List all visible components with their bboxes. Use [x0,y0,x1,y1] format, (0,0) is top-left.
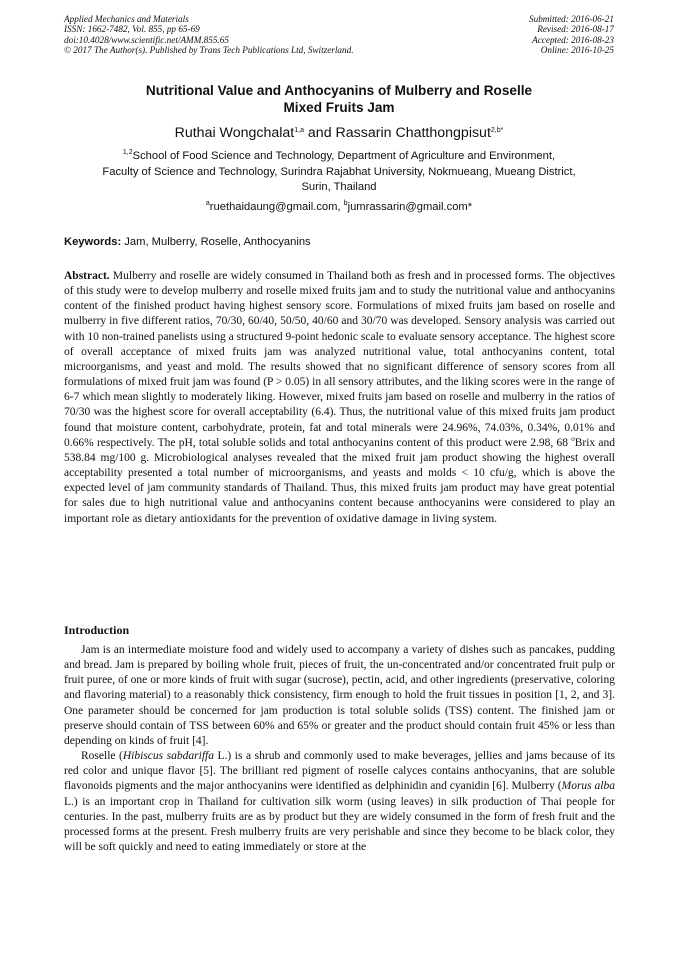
title-line-1: Nutritional Value and Anthocyanins of Mulberry and Roselle [145,83,533,98]
email-b: jumrassarin@gmail.com* [347,201,473,213]
paper-title [60,82,618,116]
abstract [64,269,615,527]
author-1-affiliation-marker: 1,a [294,127,304,134]
copyright-line: © 2017 The Author(s). Published by Trans Tech Publications Ltd, Switzerland. [64,45,354,56]
journal-header-right [529,14,614,56]
intro-paragraph-1: Jam is an intermediate moisture food and widely used to accompany a variety of dishes such as pancakes, pudding and bread. Jam is prepared by boiling whole fruit, pieces of fruit, the un-concentrated and/or concentrated fruit pulp or fruit puree, of one or more kinds of fruit with sugar (sucrose), pectin, acid, and other ingredients (preservative, coloring and flavoring material) to a reasonably thick consistency, firm enough to hold the fruit tissues in position [1, 2, and 3]. One parameter should be concerned for jam production is total soluble solids (TSS) content. The finished jam or preserve should contain of TSS between 60% and 65% or greater and the product should contain fruit 45% or less than depending on kinds of fruit [4]. [64,644,615,747]
introduction-body [64,643,615,855]
journal-name: Applied Mechanics and Materials [64,14,189,24]
species-morus: Morus alba [561,780,616,793]
abstract-text-part-1: Mulberry and roselle are widely consumed in Thailand both as fresh and in processed forms. The objectives of this study were to develop mulberry and roselle mixed fruits jam and to study the nutritional value and anthocyanins content of the finished product having highest sensory score. Formulations of mixed fruits jam based on roselle and mulberry in five different ratios, 70/30, 60/40, 50/50, 40/60 and 30/70 was developed. Sensory analysis was carried out with 10 non-trained panelists using a structured 9-point hedonic scale to evaluate sensory acceptance. The highest score of overall acceptance of mixed fruits jam was analyzed nutritional value, total anthocyanins content, total microorganisms, and yeast and mold. The results showed that no significant difference of sensory scores from all formulations of mixed fruit jam was found (P > 0.05) in all sensory attributes, and the liking scores were in the range of 6-7 which mean slightly to moderately liking. However, mixed fruits jam based on roselle and mulberry in the ratios of 70/30 was the highest score for overall acceptability (6.4). Thus, the nutritional value of this mixed fruits jam product found that moisture content, carbohydrate, protein, fat and total minerals were 24.96%, 74.03%, 0.34%, 0.01% and 0.66% respectively. The pH, total soluble solids and total anthocyanins content of this product were 2.98, 68 [64,270,615,449]
abstract-label: Abstract. [64,270,110,282]
affiliation-line-1: School of Food Science and Technology, Department of Agriculture and Environment, [132,150,556,162]
online-date: Online: 2016-10-25 [540,45,614,56]
doi-line: doi:10.4028/www.scientific.net/AMM.855.65 [64,34,229,45]
author-2-name: Rassarin Chatthongpisut [335,125,491,141]
author-1-name: Ruthai Wongchalat [174,125,295,141]
title-line-2: Mixed Fruits Jam [283,100,395,115]
abstract-text-part-2: Brix and 538.84 mg/100 g. Microbiological analyses revealed that the mixed fruit jam product showing the highest overall acceptability presented a total number of microorganisms, and yeasts and molds < 10 cfu/g, which is above the expected level of jam community standards of Thailand. Thus, this mixed fruits jam product may have great potential for sales due to high nutritional value and anthocyanins content because anthocyanins were considered to play an important role as dietary antioxidants for the prevention of oxidative damage in living system. [64,436,615,525]
affiliation [60,149,618,196]
species-hibiscus: Hibiscus sabdariffa [122,750,214,763]
section-heading-introduction: Introduction [64,623,130,637]
email-a: ruethaidaung@gmail.com, [209,201,344,213]
intro-p2-text-b: L.) is a shrub and commonly used to make beverages, jellies and jams because of its red color and unique flavor [5]. The brilliant red pigment of roselle calyces contains anthocyanins, that are soluble flavonoids pigments and the major anthocyanins were identified as delphinidin and cyanidin [6]. Mulberry ( [64,750,615,793]
email-a-marker: a [205,200,210,207]
author-2-affiliation-marker: 2,b* [490,127,504,134]
keywords-label: Keywords: [64,236,122,248]
intro-p2-text-a: Roselle ( [81,750,123,763]
email-b-marker: b [343,200,348,207]
revised-date: Revised: 2016-08-17 [537,24,614,35]
issn-line: ISSN: 1662-7482, Vol. 855, pp 65-69 [64,24,200,35]
affiliation-line-2: Faculty of Science and Technology, Surindra Rajabhat University, Nokmueang, Mueang District, [102,165,576,178]
author-emails [60,200,618,215]
intro-p2-text-c: L.) is an important crop in Thailand for cultivation silk worm (using leaves) in silk production of Thai people for centuries. In the past, mulberry fruits are as by product but they are widely consumed in the form of fresh fruit and the processed forms at the present. Fresh mulberry fruits are very perishable and since they become to be black color, they will be soft quickly and need to eating immediately or store at the [64,795,615,854]
degree-marker: o [571,434,575,443]
author-list [60,124,618,142]
submitted-date: Submitted: 2016-06-21 [529,14,614,24]
accepted-date: Accepted: 2016-08-23 [532,34,614,45]
affiliation-line-3: Surin, Thailand [301,181,377,193]
keywords [64,235,616,249]
affiliation-marker: 1,2 [122,149,133,156]
journal-header-left [64,14,354,56]
intro-paragraph-2 [64,749,615,855]
author-separator: and [303,125,336,141]
keywords-text: Jam, Mulberry, Roselle, Anthocyanins [121,236,311,248]
